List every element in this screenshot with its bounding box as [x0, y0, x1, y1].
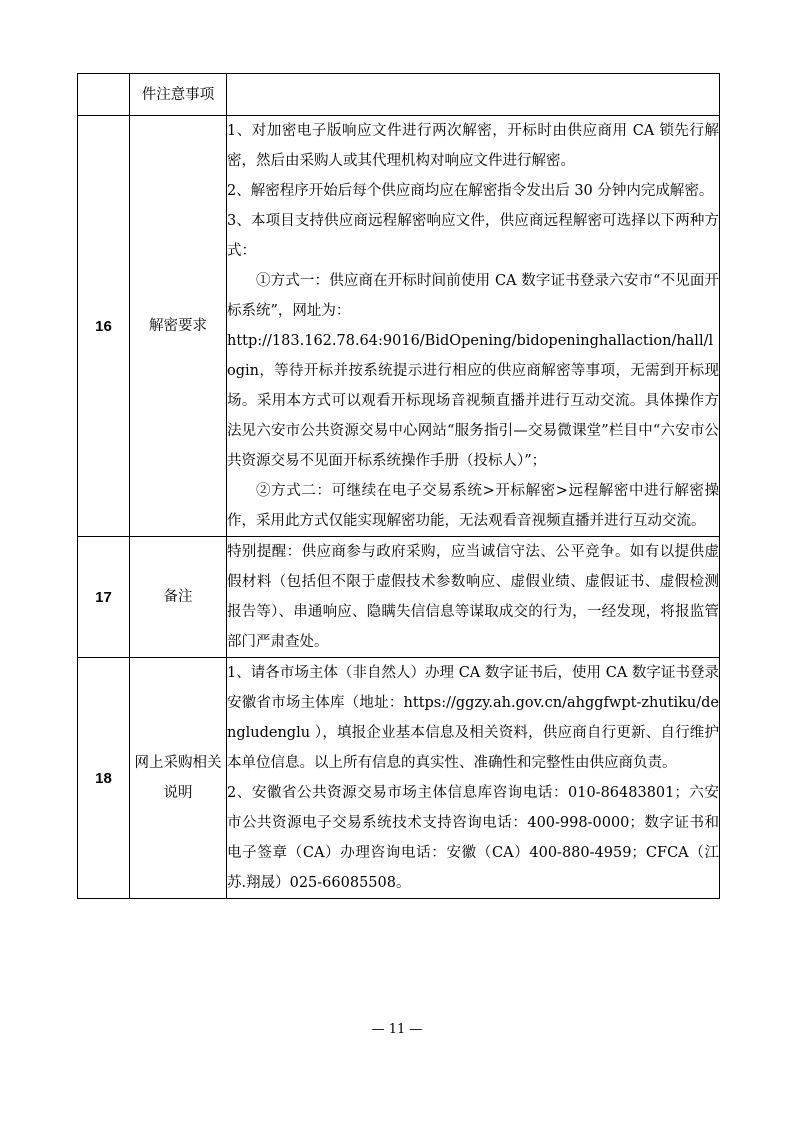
row-item: 网上采购相关说明 — [130, 658, 227, 899]
row-content — [227, 658, 720, 899]
row-content — [227, 537, 720, 658]
content-paragraph: 特别提醒：供应商参与政府采购，应当诚信守法、公平竞争。如有以提供虚假材料（包括但不限于虚假技术参数响应、虚假业绩、虚假证书、虚假检测报告等）、串通响应、隐瞒失信信息等谋取成交的行为，一经发现，将报监管部门严肃查处。 — [227, 544, 719, 650]
row-number: 16 — [78, 116, 130, 537]
row-content — [227, 74, 720, 116]
table-row — [78, 537, 720, 658]
row-number: 18 — [78, 658, 130, 899]
row-item: 解密要求 — [130, 116, 227, 537]
content-paragraph: ①方式一：供应商在开标时间前使用 CA 数字证书登录六安市“不见面开标系统”，网址为： — [227, 273, 719, 319]
row-item: 件注意事项 — [130, 74, 227, 116]
requirements-table — [77, 73, 720, 899]
row-content — [227, 116, 720, 537]
table-row — [78, 74, 720, 116]
content-paragraph: 2、安徽省公共资源交易市场主体信息库咨询电话：010-86483801；六安市公共资源电子交易系统技术支持咨询电话：400-998-0000；数字证书和电子签章（CA）办理咨询电话：安徽（CA）400-880-4959；CFCA（江苏.翔晟）025-66085508。 — [227, 785, 719, 891]
page-number: — 11 — — [371, 1022, 423, 1037]
row-item: 备注 — [130, 537, 227, 658]
table-row — [78, 658, 720, 899]
content-paragraph: http://183.162.78.64:9016/BidOpening/bidopeninghallaction/hall/login，等待开标并按系统提示进行相应的供应商解密等事项，无需到开标现场。采用本方式可以观看开标现场音视频直播并进行互动交流。具体操作方法见六安市公共资源交易中心网站“服务指引—交易微课堂”栏目中“六安市公共资源交易不见面开标系统操作手册（投标人）”； — [227, 333, 719, 469]
row-number — [78, 74, 130, 116]
row-number: 17 — [78, 537, 130, 658]
content-paragraph: ②方式二：可继续在电子交易系统>开标解密>远程解密中进行解密操作，采用此方式仅能实现解密功能，无法观看音视频直播并进行互动交流。 — [227, 483, 719, 529]
content-paragraph: 1、请各市场主体（非自然人）办理 CA 数字证书后，使用 CA 数字证书登录安徽省市场主体库（地址：https://ggzy.ah.gov.cn/ahggfwpt-zhutiku/dengludenglu ），填报企业基本信息及相关资料，供应商自行更新、自行维护本单位信息。以上所有信息的真实性、准确性和完整性由供应商负责。 — [227, 665, 719, 771]
content-paragraph: 1、对加密电子版响应文件进行两次解密，开标时由供应商用 CA 锁先行解密，然后由采购人或其代理机构对响应文件进行解密。 — [227, 123, 719, 169]
content-paragraph: 3、本项目支持供应商远程解密响应文件，供应商远程解密可选择以下两种方式： — [227, 213, 719, 259]
content-paragraph: 2、解密程序开始后每个供应商均应在解密指令发出后 30 分钟内完成解密。 — [227, 183, 714, 199]
table-row — [78, 116, 720, 537]
